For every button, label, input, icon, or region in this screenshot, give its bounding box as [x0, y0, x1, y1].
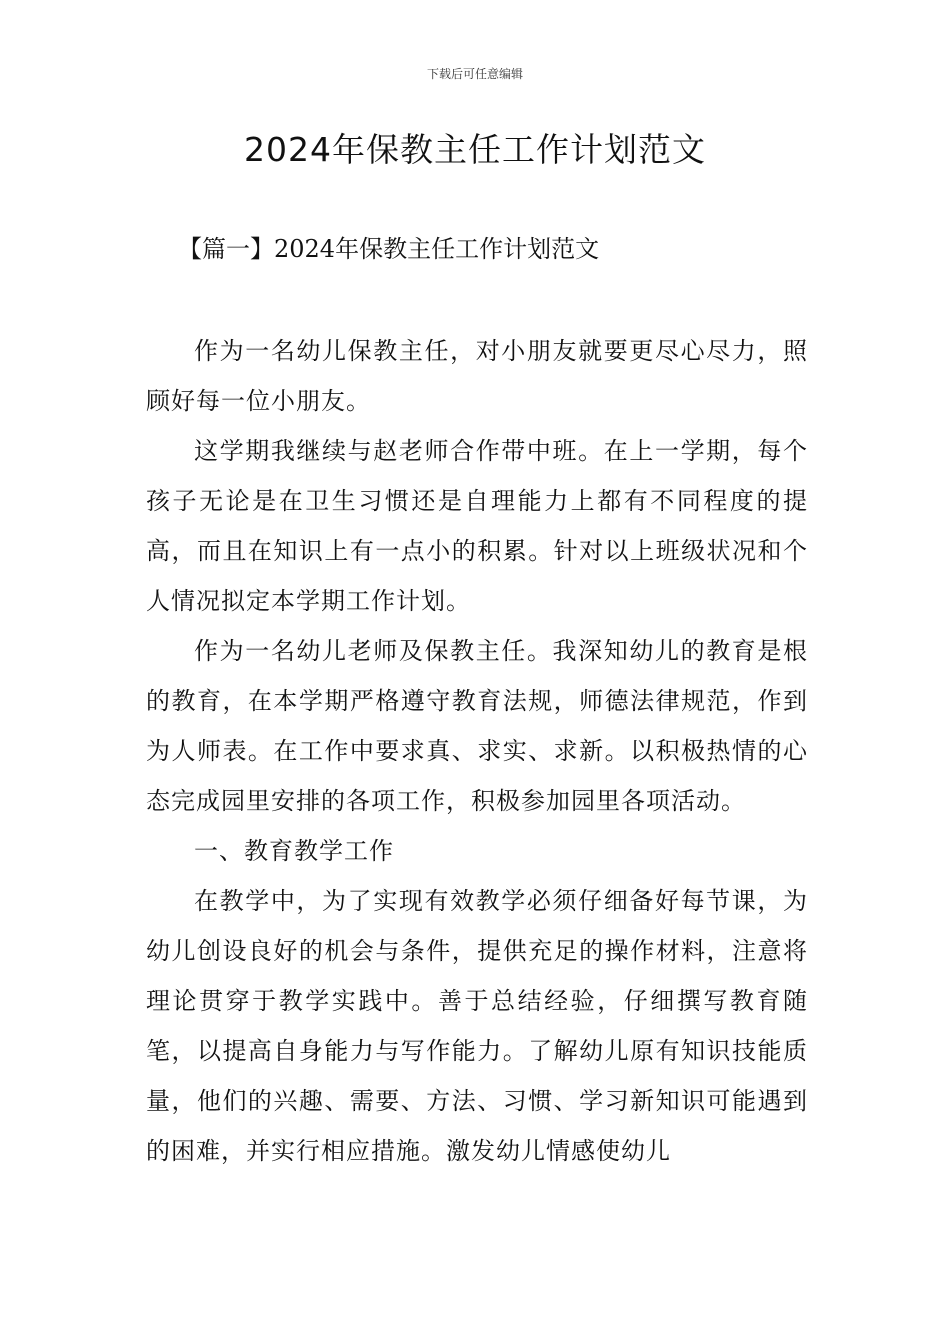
document-title: 2024年保教主任工作计划范文: [244, 130, 706, 169]
paragraph-intro: 作为一名幼儿保教主任，对小朋友就要更尽心尽力，照顾好每一位小朋友。: [146, 337, 808, 415]
document-body: [146, 326, 808, 1176]
section-heading: 【篇一】2024年保教主任工作计划范文: [178, 235, 600, 263]
header-note: 下载后可任意编辑: [426, 67, 523, 81]
paragraph-class-status: 这学期我继续与赵老师合作带中班。在上一学期，每个孩子无论是在卫生习惯还是自理能力上都有不同程度的提高，而且在知识上有一点小的积累。针对以上班级状况和个人情况拟定本学期工作计划。: [146, 437, 808, 615]
subheading-teaching-work: 一、教育教学工作: [194, 837, 394, 865]
paragraph-teacher-role: 作为一名幼儿老师及保教主任。我深知幼儿的教育是根的教育，在本学期严格遵守教育法规，师德法律规范，作到为人师表。在工作中要求真、求实、求新。以积极热情的心态完成园里安排的各项工作，积极参加园里各项活动。: [146, 637, 808, 815]
paragraph-teaching: 在教学中，为了实现有效教学必须仔细备好每节课，为幼儿创设良好的机会与条件，提供充足的操作材料，注意将理论贯穿于教学实践中。善于总结经验，仔细撰写教育随笔，以提高自身能力与写作能力。了解幼儿原有知识技能质量，他们的兴趣、需要、方法、习惯、学习新知识可能遇到的困难，并实行相应措施。激发幼儿情感使幼儿: [146, 887, 808, 1165]
